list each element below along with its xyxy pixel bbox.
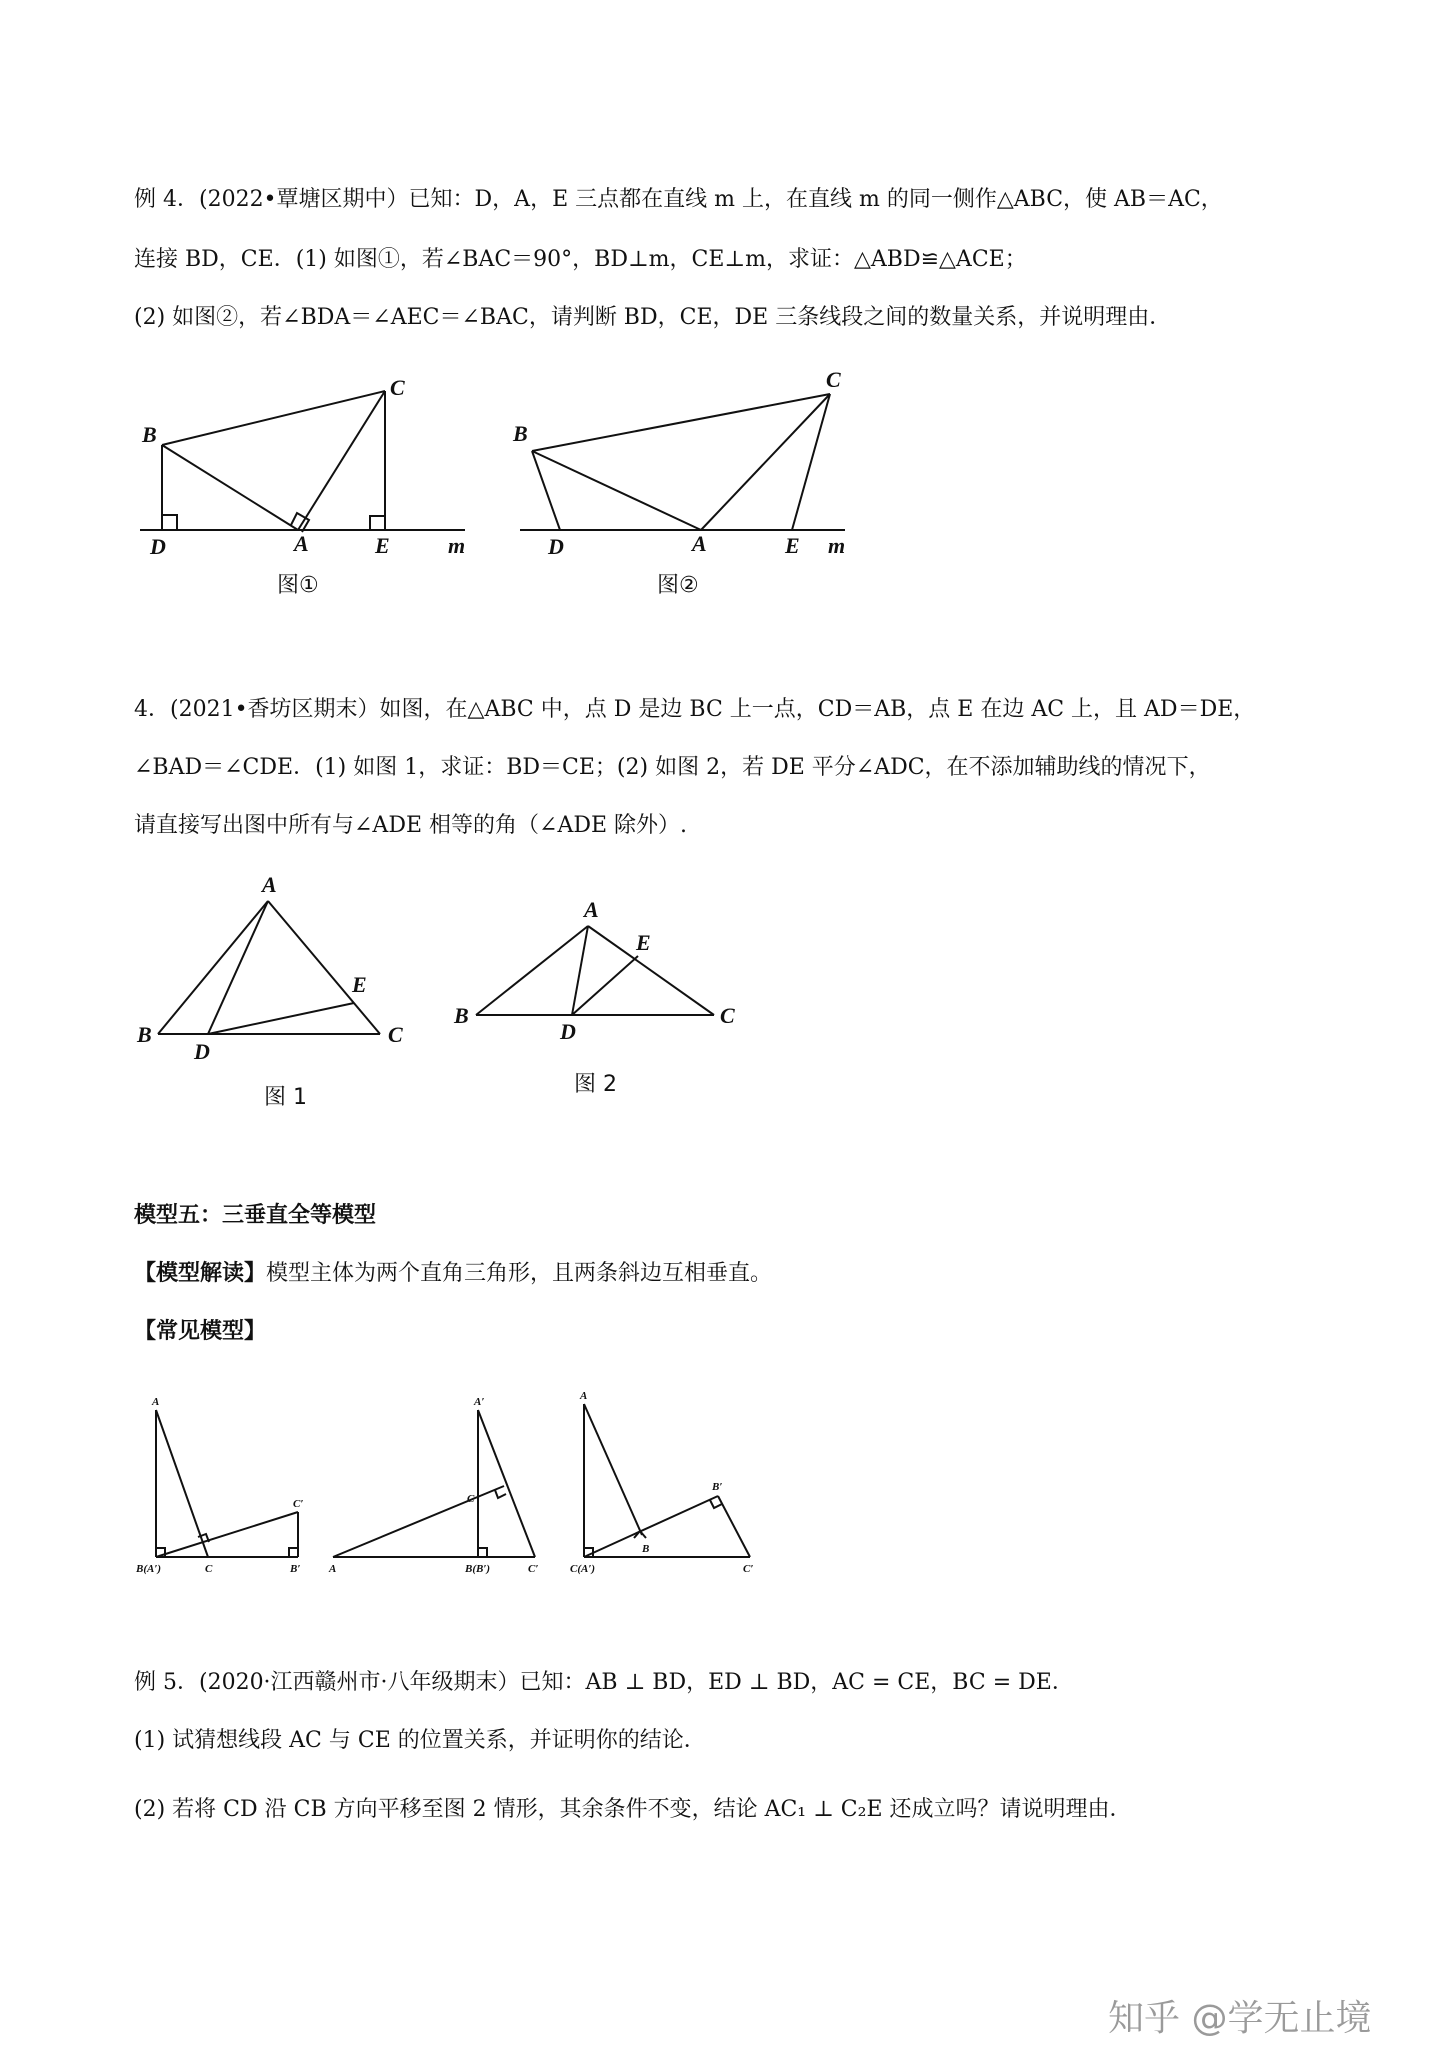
q4-line-1: 4．(2021•香坊区期末）如图，在△ABC 中，点 D 是边 BC 上一点，CD＝AB，点 E 在边 AC 上，且 AD＝DE， — [134, 697, 1256, 722]
q4-fig2-label-C: C — [720, 1003, 735, 1028]
model5-figb-label-A1: A′ — [474, 1396, 485, 1408]
ex4-fig1-label-m: m — [448, 533, 466, 558]
model5-interpretation — [134, 1258, 772, 1289]
model5-figc-label-B: B — [642, 1543, 650, 1555]
q4-fig2-caption: 图 2 — [574, 1072, 617, 1097]
ex4-fig1-caption: 图① — [277, 573, 319, 598]
model5-figc-label-C1: C′ — [743, 1563, 754, 1575]
q4-fig2-label-D: D — [560, 1019, 576, 1044]
ex5-line-2: (1) 试猜想线段 AC 与 CE 的位置关系，并证明你的结论． — [134, 1728, 706, 1753]
ex5-line-1: 例 5．(2020·江西赣州市·八年级期末）已知：AB ⊥ BD，ED ⊥ BD，AC = CE，BC = DE． — [134, 1670, 1074, 1695]
model5-figc-label-CA: C(A′) — [570, 1563, 596, 1575]
model5-figb-label-C1: C′ — [528, 1563, 539, 1575]
ex4-fig2-label-m: m — [828, 533, 846, 558]
model5-figure-c — [560, 1380, 760, 1575]
model5-figa-label-A: A — [152, 1396, 160, 1408]
model5-interp-label: 【模型解读】 — [134, 1260, 267, 1286]
model5-figa-label-C: C — [205, 1563, 213, 1575]
q4-fig1-label-C: C — [388, 1022, 403, 1047]
ex4-line-3: (2) 如图②，若∠BDA＝∠AEC＝∠BAC，请判断 BD，CE，DE 三条线段之间的数量关系，并说明理由． — [134, 305, 1172, 330]
ex4-fig2-label-A: A — [692, 531, 707, 556]
model5-figc-label-B1: B′ — [712, 1481, 723, 1493]
model5-figa-label-B1: B′ — [290, 1563, 301, 1575]
q4-fig1-label-D: D — [194, 1039, 210, 1064]
ex4-fig1-label-B: B — [142, 422, 157, 447]
model5-common-label: 【常见模型】 — [134, 1318, 267, 1344]
ex4-fig1-label-D: D — [150, 534, 166, 559]
ex4-line-1: 例 4．(2022•覃塘区期中）已知：D，A，E 三点都在直线 m 上，在直线 m 的同一侧作△ABC，使 AB＝AC， — [134, 187, 1223, 212]
q4-fig1-caption: 图 1 — [264, 1085, 307, 1110]
ex4-fig2-label-D: D — [548, 534, 564, 559]
ex4-fig2-label-B: B — [513, 421, 528, 446]
ex4-fig2-label-E: E — [785, 533, 800, 558]
ex4-fig1-label-A: A — [294, 531, 309, 556]
q4-line-2: ∠BAD＝∠CDE．(1) 如图 1，求证：BD＝CE；(2) 如图 2，若 DE 平分∠ADC，在不添加辅助线的情况下， — [134, 755, 1211, 780]
ex4-fig2-caption: 图② — [657, 573, 699, 598]
ex4-fig2-label-C: C — [826, 367, 841, 392]
q4-fig1-label-A: A — [262, 872, 277, 897]
model5-title: 模型五：三垂直全等模型 — [134, 1202, 377, 1228]
model5-interp-text: 模型主体为两个直角三角形，且两条斜边互相垂直。 — [266, 1261, 773, 1286]
ex4-figure-1 — [130, 370, 466, 559]
model5-figa-label-C1: C′ — [293, 1498, 304, 1510]
q4-fig2-label-B: B — [454, 1003, 469, 1028]
model5-figc-label-A: A — [580, 1390, 588, 1402]
model5-figb-label-C: C — [467, 1493, 475, 1505]
q4-fig1-label-E: E — [352, 972, 367, 997]
q4-fig1-label-B: B — [137, 1022, 152, 1047]
ex4-line-2: 连接 BD，CE．(1) 如图①，若∠BAC＝90°，BD⊥m，CE⊥m，求证：△ABD≌△ACE； — [134, 247, 1027, 272]
ex4-fig1-label-C: C — [390, 375, 405, 400]
model5-figb-label-A: A — [329, 1563, 337, 1575]
model5-figure-a — [130, 1390, 310, 1580]
q4-fig2-label-A: A — [584, 897, 599, 922]
ex4-fig1-label-E: E — [375, 533, 390, 558]
ex5-line-3: (2) 若将 CD 沿 CB 方向平移至图 2 情形，其余条件不变，结论 AC₁ ⊥ C₂E 还成立吗？请说明理由． — [134, 1797, 1132, 1822]
q4-fig2-label-E: E — [636, 930, 651, 955]
model5-figa-label-BA: B(A′) — [136, 1563, 162, 1575]
q4-figure-1 — [137, 870, 420, 1064]
q4-figure-2 — [450, 895, 750, 1045]
model5-figure-b — [325, 1390, 545, 1580]
model5-figb-label-BB: B(B′) — [465, 1563, 491, 1575]
watermark: 知乎 @学无止境 — [1108, 1998, 1372, 2039]
q4-line-3: 请直接写出图中所有与∠ADE 相等的角（∠ADE 除外）. — [134, 813, 688, 838]
ex4-figure-2 — [510, 367, 846, 559]
